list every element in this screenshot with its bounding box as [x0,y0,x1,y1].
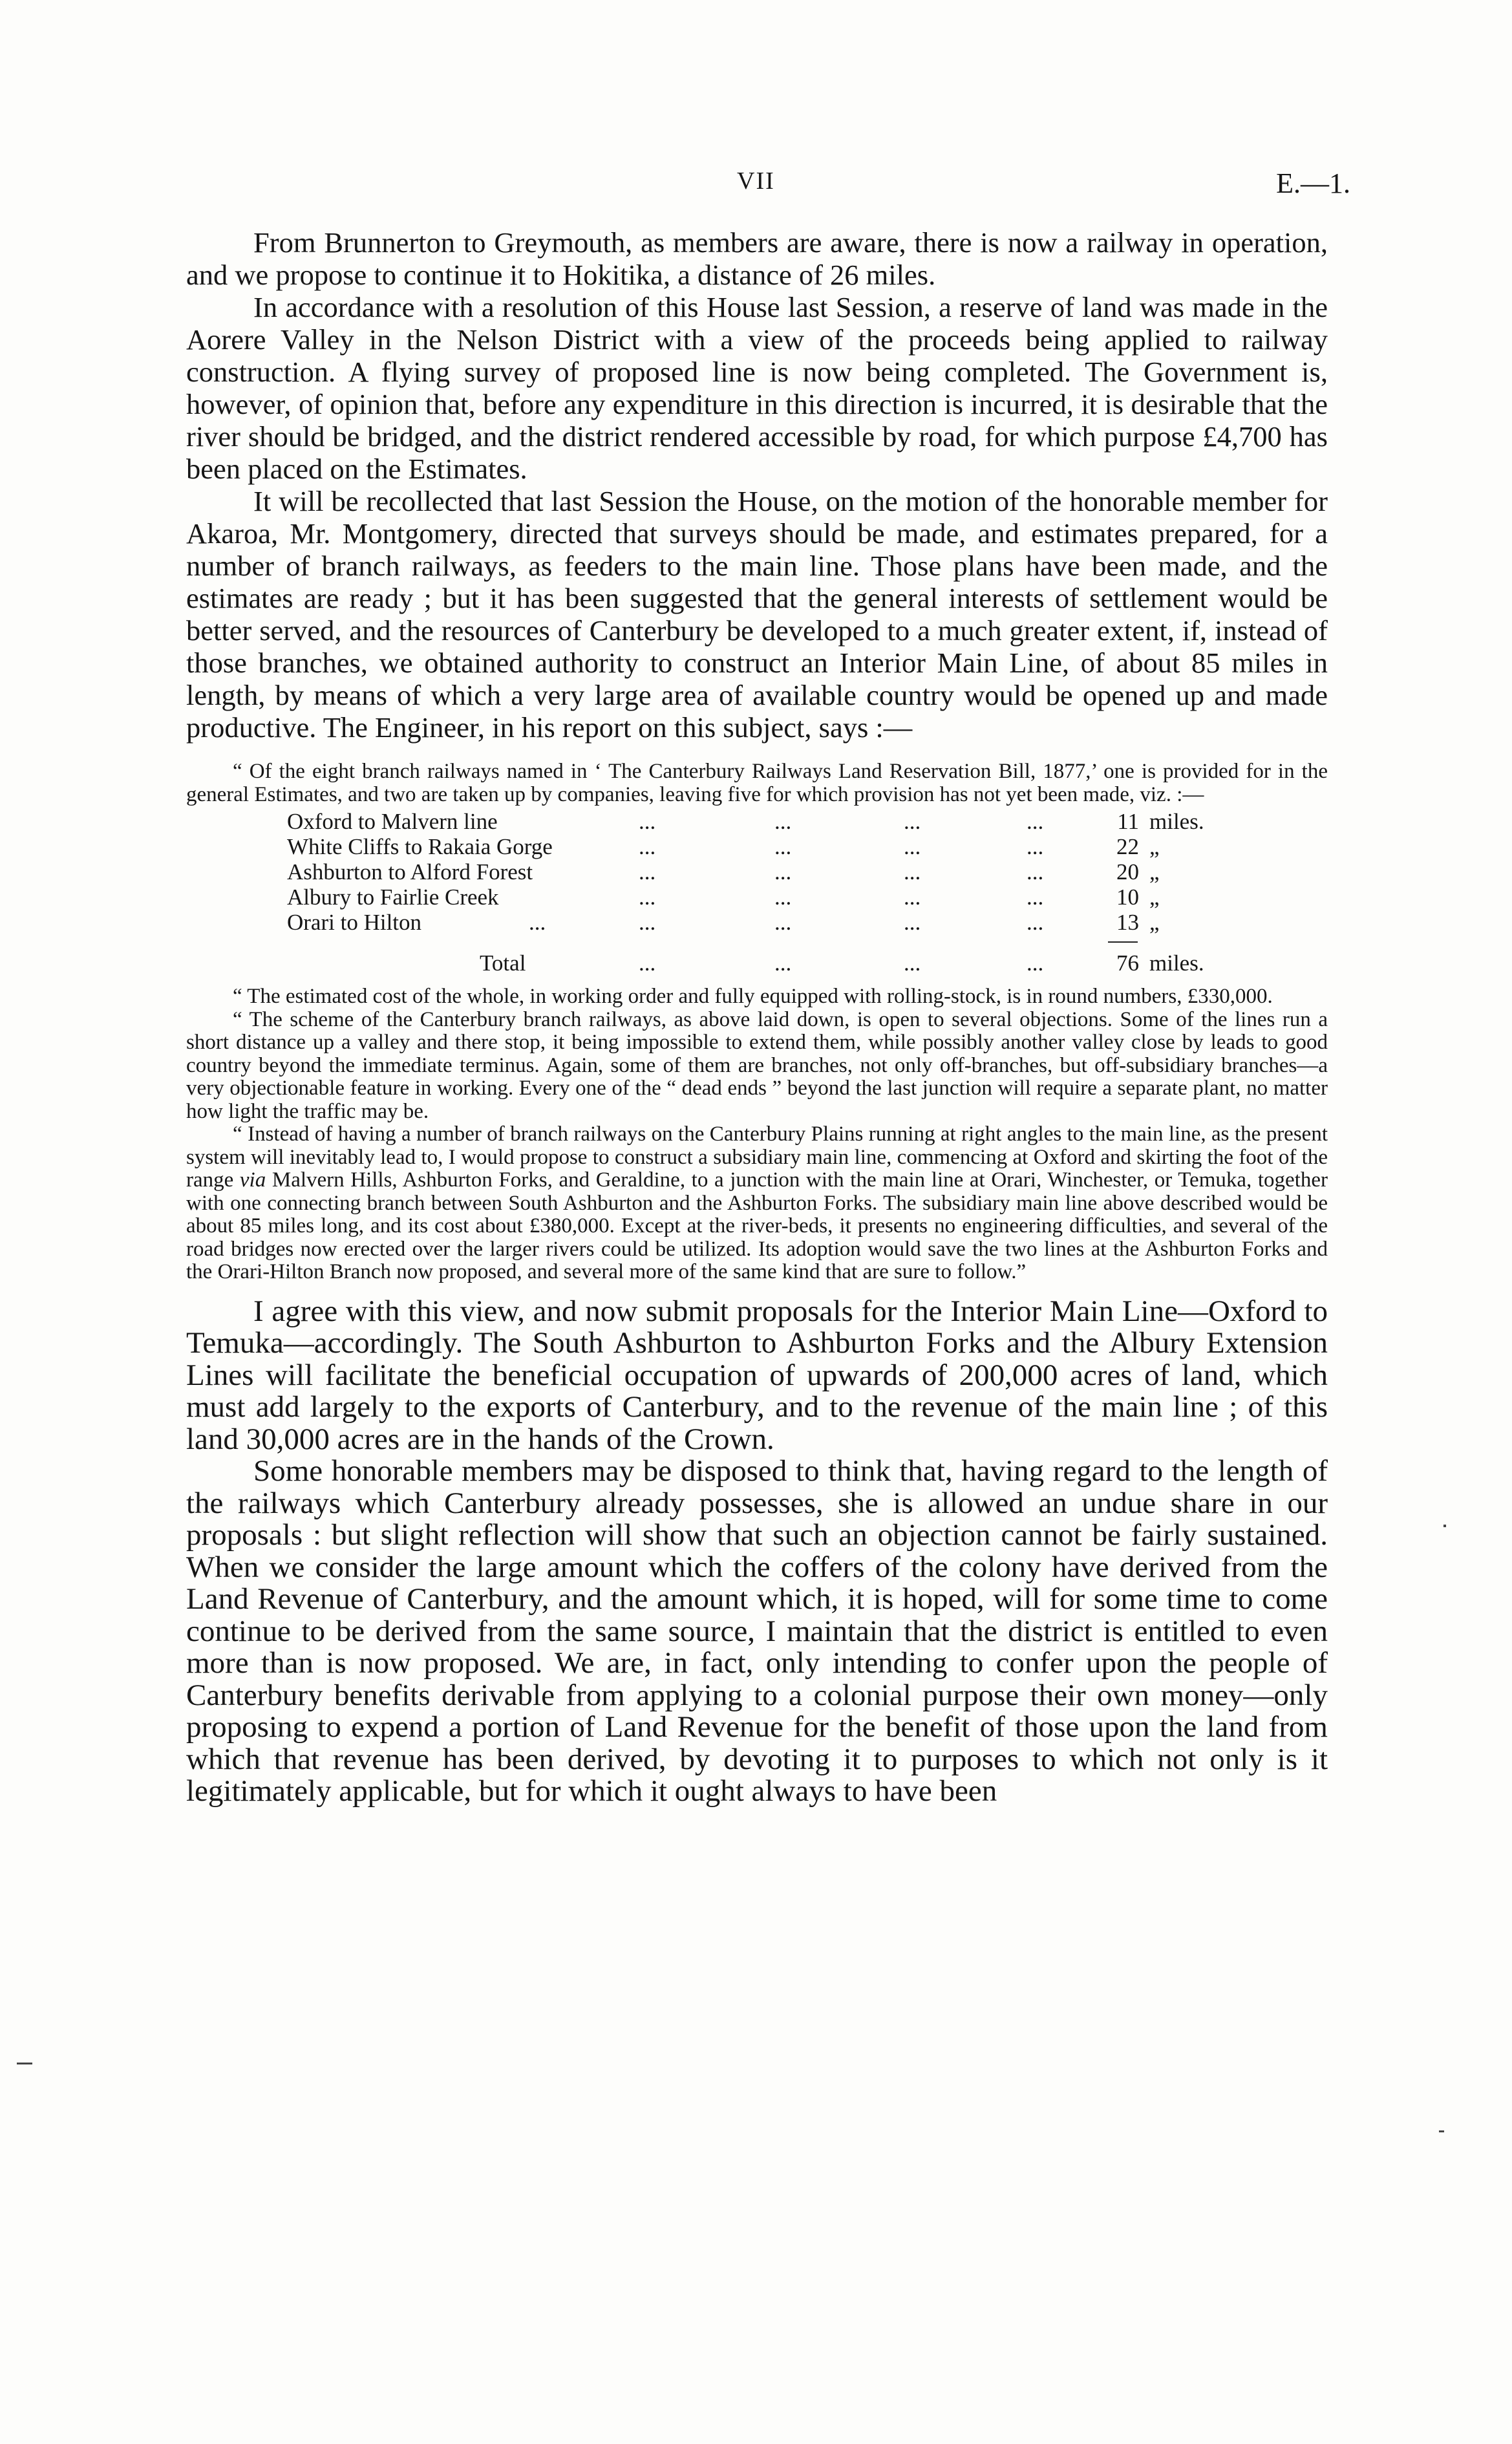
page-header [0,167,1512,206]
line-unit: miles. [1149,809,1204,834]
leader-dots: ... [904,859,921,884]
page-number: VII [737,167,775,195]
leader-dots: ... [1027,884,1044,910]
line-miles: 20 [1116,859,1139,884]
leader-dots: ... [639,859,656,884]
leader-dots: ... [639,809,656,834]
table-row [186,809,1328,834]
quote-subsidiary-main-line [186,1123,1328,1284]
quote-italic-via: via [239,1168,266,1192]
table-row [186,834,1328,859]
line-name: Ashburton to Alford Forest [287,859,533,884]
line-unit: „ [1149,834,1160,859]
leader-dots: ... [904,834,921,859]
total-rule [186,935,1328,950]
quote-estimated-cost: “ The estimated cost of the whole, in working order and fully equipped with rolling-stock, is in round numbers, £330,000. [233,985,1273,1008]
leader-dots: ... [639,884,656,910]
margin-mark [1443,1525,1446,1527]
line-unit: „ [1149,884,1160,910]
total-rule-line [1108,941,1138,943]
leader-dots: ... [639,910,656,935]
leader-dots: ... [904,950,921,976]
margin-mark [1439,2130,1444,2132]
paragraph-branch-railways: It will be recollected that last Session the House, on the motion of the honorable member for Akaroa, Mr. Montgomery, directed that surveys should be made, and estimates prepared, for a number of branch railways, as feeders to the main line. Those plans have been made, and the estimates are ready ; but it has been suggested that the general interests of settlement would be better served, and the resources of Canterbury be developed to a much greater extent, if, instead of those branches, we obtained authority to construct an Interior Main Line, of about 85 miles in length, by means of which a very large area of available country would be opened up and made productive. The Engineer, in his report on this subject, says :— [186,485,1328,744]
paragraph-honorable-members: Some honorable members may be disposed to think that, having regard to the length of the railways which Canterbury already possesses, she is allowed an undue share in our proposals : but slight reflection will show that such an objection cannot be fairly sustained. When we consider the large amount which the coffers of the colony have derived from the Land Revenue of Canterbury, and the amount which, it is hoped, will for some time to come continue to be derived from the same source, I maintain that the district is entitled to even more than is now proposed. We are, in fact, only intending to confer upon the people of Canterbury benefits derivable from applying to a colonial purpose their own money—only proposing to expend a portion of Land Revenue for the benefit of those upon the land from which that revenue has been derived, by devoting it to purposes to which not only is it legitimately applicable, but for which it ought always to have been [186,1454,1328,1808]
total-miles: 76 [1116,950,1139,976]
line-unit: „ [1149,859,1160,884]
table-total-row [186,950,1328,979]
leader-dots: ... [774,834,792,859]
line-name: Albury to Fairlie Creek [287,884,499,910]
leader-dots: ... [529,910,546,935]
paragraph-agree-view: I agree with this view, and now submit proposals for the Interior Main Line—Oxford to Temuka—accordingly. The South Ashburton to Ashburton Forks and the Albury Extension Lines will facilitate the beneficial occupation of upwards of 200,000 acres of land, which must add largely to the exports of Canterbury, and to the revenue of the main line ; of this land 30,000 acres are in the hands of the Crown. [186,1294,1328,1456]
table-row [186,910,1328,935]
line-unit: „ [1149,910,1160,935]
quote-text: Malvern Hills, Ashburton Forks, and Geraldine, to a junction with the main line at Orari, Winchester, or Temuka, together with one connecting branch between South Ashburton and the Ashburton Forks. The subsidiary main line above described would be about 85 miles long, and its cost about £380,000. Except at the river-beds, it presents no engineering difficulties, and several of the road bridges now erected over the larger rivers could be utilized. Its adoption would save the two lines at the Ashburton Forks and the Orari-Hilton Branch now proposed, and several more of the same kind that are sure to follow.” [186,1168,1328,1283]
quote-intro: “ Of the eight branch railways named in ‘ The Canterbury Railways Land Reservation Bill, 1877,’ one is provided for in the general Estimates, and two are taken up by companies, leaving five for which provision has not yet been made, viz. :— [186,760,1328,806]
leader-dots: ... [904,884,921,910]
line-miles: 10 [1116,884,1139,910]
quote-text: “ Instead of having a number of branch railways on the Canterbury Plains running at right angles to the main line, as the present system will inevitably lead to, I would propose to construct a subsidiary main line, commencing at Oxford and skirting the foot of the range [186,1122,1328,1192]
leader-dots: ... [904,910,921,935]
leader-dots: ... [1027,910,1044,935]
table-row [186,859,1328,884]
quote-scheme-objections: “ The scheme of the Canterbury branch railways, as above laid down, is open to several objections. Some of the lines run a short distance up a valley and there stop, it being impossible to extend them, while possibly another valley close by leads to good country beyond the immediate terminus. Again, some of them are branches, not only off-branches, but off-subsidiary branches—a very objectionable feature in working. Every one of the “ dead ends ” beyond the last junction will require a separate plant, no matter how light the traffic may be. [186,1007,1328,1123]
leader-dots: ... [904,809,921,834]
leader-dots: ... [1027,809,1044,834]
total-label: Total [480,950,526,976]
line-miles: 13 [1116,910,1139,935]
leader-dots: ... [1027,950,1044,976]
line-miles: 11 [1117,809,1139,834]
paragraph-brunnerton: From Brunnerton to Greymouth, as members are aware, there is now a railway in operation, and we propose to continue it to Hokitika, a distance of 26 miles. [186,226,1328,291]
table-row [186,884,1328,910]
leader-dots: ... [639,834,656,859]
line-name: White Cliffs to Rakaia Gorge [287,834,553,859]
leader-dots: ... [774,910,792,935]
line-name: Oxford to Malvern line [287,809,498,834]
leader-dots: ... [774,950,792,976]
leader-dots: ... [1027,834,1044,859]
line-name: Orari to Hilton [287,910,422,935]
line-miles: 22 [1116,834,1139,859]
document-body [186,226,1328,1808]
leader-dots: ... [639,950,656,976]
paragraph-aorere-valley: In accordance with a resolution of this House last Session, a reserve of land was made in the Aorere Valley in the Nelson District with a view of the proceeds being applied to railway construction. A flying survey of proposed line is now being completed. The Government is, however, of opinion that, before any expenditure in this direction is incurred, it is desirable that the river should be bridged, and the district rendered accessible by road, for which purpose £4,700 has been placed on the Estimates. [186,291,1328,485]
branch-railways-table [186,809,1328,979]
engineer-report-quote [186,760,1328,1284]
leader-dots: ... [774,884,792,910]
total-unit: miles. [1149,950,1204,976]
margin-mark [17,2063,32,2064]
leader-dots: ... [774,809,792,834]
paper-reference: E.—1. [1276,167,1350,199]
leader-dots: ... [1027,859,1044,884]
leader-dots: ... [774,859,792,884]
